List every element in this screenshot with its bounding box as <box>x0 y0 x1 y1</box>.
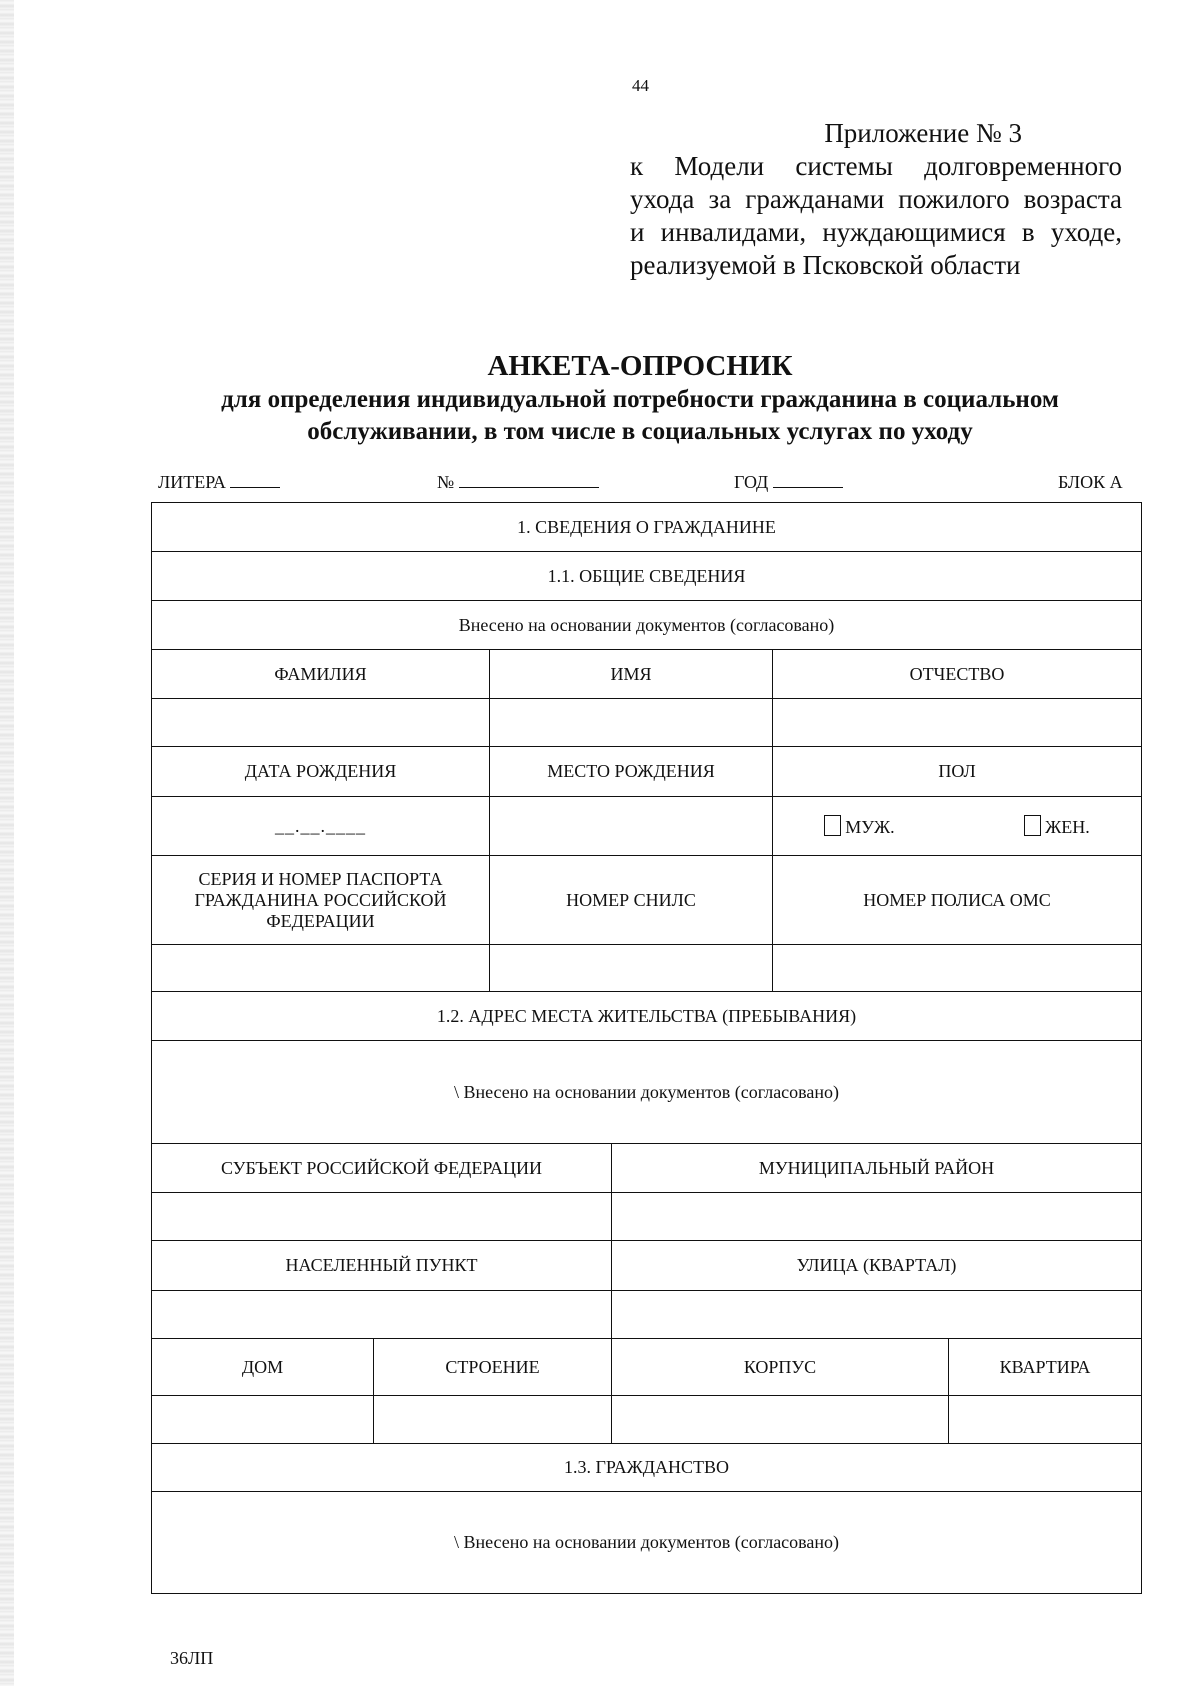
date-blank: __.__.____ <box>275 815 366 836</box>
address-documents-note: \ Внесено на основании документов (согласовано) <box>152 1041 1142 1144</box>
year-field <box>734 472 843 493</box>
section-1-heading: 1. СВЕДЕНИЯ О ГРАЖДАНИНЕ <box>152 503 1142 552</box>
scan-edge <box>0 0 14 1686</box>
appendix-block <box>630 117 1122 282</box>
apartment-input[interactable] <box>949 1396 1142 1444</box>
birth-date-header: ДАТА РОЖДЕНИЯ <box>152 747 490 797</box>
sex-options <box>773 797 1142 856</box>
korpus-header: КОРПУС <box>612 1339 949 1396</box>
settlement-input[interactable] <box>152 1291 612 1339</box>
appendix-line: и инвалидами, нуждающимися в уходе, <box>630 217 1122 247</box>
house-header: ДОМ <box>152 1339 374 1396</box>
year-label: ГОД <box>734 472 769 492</box>
name-header: ИМЯ <box>490 650 773 699</box>
district-header: МУНИЦИПАЛЬНЫЙ РАЙОН <box>612 1144 1142 1193</box>
appendix-heading: Приложение № 3 <box>824 118 1022 148</box>
title-subtitle-line2: обслуживании, в том числе в социальных услугах по уходу <box>307 418 973 445</box>
title-subtitle-line1: для определения индивидуальной потребности гражданина в социальном <box>221 386 1059 413</box>
checkbox-icon[interactable] <box>1024 815 1041 836</box>
apartment-header: КВАРТИРА <box>949 1339 1142 1396</box>
subject-input[interactable] <box>152 1193 612 1241</box>
sex-header: ПОЛ <box>773 747 1142 797</box>
snils-input[interactable] <box>490 945 773 992</box>
number-blank[interactable] <box>459 473 599 488</box>
patronymic-header: ОТЧЕСТВО <box>773 650 1142 699</box>
sex-female-label: ЖЕН. <box>1045 816 1090 837</box>
section-1-3-heading: 1.3. ГРАЖДАНСТВО <box>152 1444 1142 1492</box>
document-title <box>160 348 1120 448</box>
appendix-line: реализуемой в Псковской области <box>630 250 1021 280</box>
page-number: 44 <box>632 76 649 95</box>
district-input[interactable] <box>612 1193 1142 1241</box>
name-input[interactable] <box>490 699 773 747</box>
section-1-2-heading: 1.2. АДРЕС МЕСТА ЖИТЕЛЬСТВА (ПРЕБЫВАНИЯ) <box>152 992 1142 1041</box>
street-header: УЛИЦА (КВАРТАЛ) <box>612 1241 1142 1291</box>
appendix-line: к Модели системы долговременного <box>630 151 1122 181</box>
subject-header: СУБЪЕКТ РОССИЙСКОЙ ФЕДЕРАЦИИ <box>152 1144 612 1193</box>
citizenship-documents-note: \ Внесено на основании документов (согласовано) <box>152 1492 1142 1594</box>
section-1-1-heading: 1.1. ОБЩИЕ СВЕДЕНИЯ <box>152 552 1142 601</box>
street-input[interactable] <box>612 1291 1142 1339</box>
snils-header: НОМЕР СНИЛС <box>490 856 773 945</box>
oms-header: НОМЕР ПОЛИСА ОМС <box>773 856 1142 945</box>
documents-note: Внесено на основании документов (согласовано) <box>152 601 1142 650</box>
litera-field <box>158 472 280 493</box>
sex-female-option[interactable] <box>1024 815 1090 838</box>
block-label: БЛОК А <box>1058 472 1123 492</box>
settlement-header: НАСЕЛЕННЫЙ ПУНКТ <box>152 1241 612 1291</box>
building-header: СТРОЕНИЕ <box>374 1339 612 1396</box>
sex-male-label: МУЖ. <box>845 816 895 837</box>
year-blank[interactable] <box>773 473 843 488</box>
surname-header: ФАМИЛИЯ <box>152 650 490 699</box>
number-label: № <box>437 472 455 492</box>
number-field <box>437 472 599 493</box>
questionnaire-table <box>151 502 1142 1594</box>
passport-input[interactable] <box>152 945 490 992</box>
sex-male-option[interactable] <box>824 815 894 838</box>
surname-input[interactable] <box>152 699 490 747</box>
birth-place-input[interactable] <box>490 797 773 856</box>
litera-blank[interactable] <box>230 473 280 488</box>
footer-code: 36ЛП <box>170 1648 214 1668</box>
litera-label: ЛИТЕРА <box>158 472 226 492</box>
appendix-line: ухода за гражданами пожилого возраста <box>630 184 1122 214</box>
birth-place-header: МЕСТО РОЖДЕНИЯ <box>490 747 773 797</box>
oms-input[interactable] <box>773 945 1142 992</box>
patronymic-input[interactable] <box>773 699 1142 747</box>
house-input[interactable] <box>152 1396 374 1444</box>
checkbox-icon[interactable] <box>824 815 841 836</box>
passport-header: СЕРИЯ И НОМЕР ПАСПОРТА ГРАЖДАНИНА РОССИЙСКОЙ ФЕДЕРАЦИИ <box>152 856 490 945</box>
title-main: АНКЕТА-ОПРОСНИК <box>487 350 793 382</box>
korpus-input[interactable] <box>612 1396 949 1444</box>
birth-date-input[interactable] <box>152 797 490 856</box>
building-input[interactable] <box>374 1396 612 1444</box>
